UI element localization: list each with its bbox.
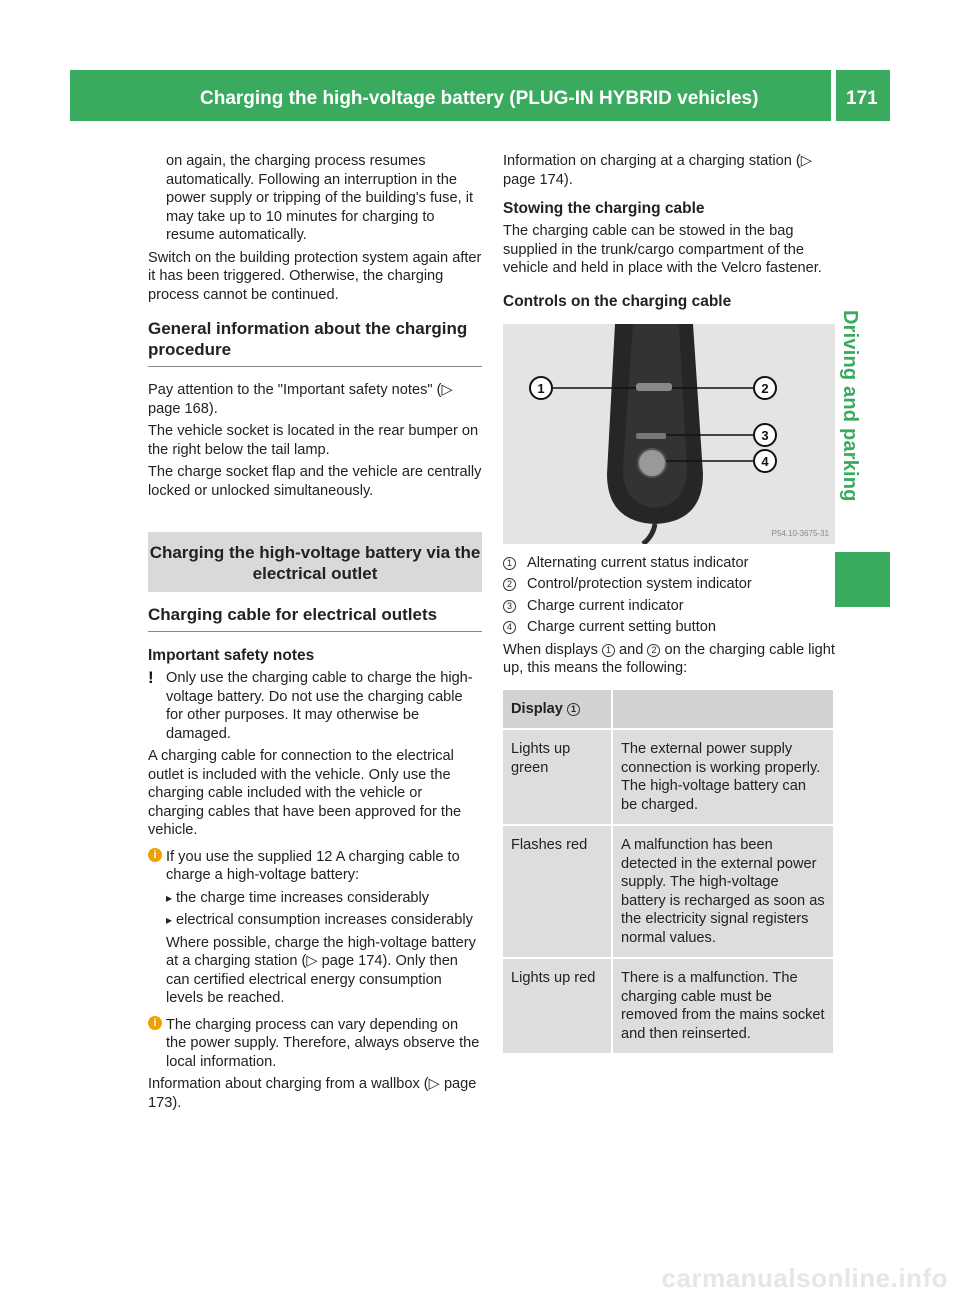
cable-heading: Charging cable for electrical outlets — [148, 604, 482, 632]
table-row — [503, 826, 833, 957]
figure-code: P54.10-3675-31 — [771, 528, 829, 538]
display-table — [501, 688, 835, 1056]
table-cell-display: Flashes red — [503, 826, 611, 957]
legend-text: Charge current setting button — [527, 619, 717, 635]
callout-4 — [754, 450, 776, 472]
socket-paragraph: The vehicle socket is located in the rear bumper on the right below the tail lamp. — [148, 423, 479, 458]
legend-item — [503, 597, 835, 616]
warning-icon: ! — [148, 668, 154, 687]
table-header-empty — [613, 690, 833, 729]
table-cell-display: Lights up green — [503, 730, 611, 824]
safety-heading: Important safety notes — [148, 647, 315, 664]
left-column — [148, 152, 482, 1116]
info-note-1 — [148, 848, 482, 885]
callout-3 — [754, 424, 776, 446]
switch-paragraph: Switch on the building protection system again after it has been triggered. Otherwise, the charging process cannot be continued. — [148, 249, 482, 303]
info-note-2 — [148, 1016, 482, 1072]
table-header-display — [503, 690, 611, 729]
legend-list — [503, 554, 835, 637]
side-tab-label: Driving and parking — [839, 310, 861, 502]
info-icon: i — [148, 1016, 162, 1030]
legend-item — [503, 554, 835, 573]
callout-1 — [530, 377, 552, 399]
general-info-heading: General information about the charging procedure — [148, 318, 482, 367]
table-cell-meaning: There is a malfunction. The charging cable must be removed from the mains socket and then reinserted. — [613, 959, 833, 1053]
warning-text: Only use the charging cable to charge the high-voltage battery. Do not use the charging cable for other purposes. It may otherwise be damaged. — [166, 670, 473, 742]
callout-2-label: 2 — [761, 380, 769, 396]
header-divider — [831, 70, 836, 121]
flap-paragraph: The charge socket flap and the vehicle are centrally locked or unlocked simultaneously. — [148, 464, 482, 499]
inline-number-1: 1 — [602, 644, 615, 657]
callout-1-label: 1 — [537, 380, 545, 396]
when-text-b: on the charging cable light up, this means the following: — [503, 641, 835, 676]
charging-cable-figure — [503, 324, 835, 544]
stowing-heading: Stowing the charging cable — [503, 200, 705, 217]
legend-number: 2 — [503, 578, 516, 591]
when-text-a: When displays — [503, 641, 598, 658]
table-header-row — [503, 690, 833, 729]
callout-4-label: 4 — [761, 453, 769, 469]
watermark: carmanualsonline.info — [661, 1263, 948, 1293]
stowing-paragraph: The charging cable can be stowed in the bag supplied in the trunk/cargo compartment of the vehicle and held in place with the Velcro fastener. — [503, 223, 822, 276]
legend-number: 4 — [503, 621, 516, 634]
table-row — [503, 730, 833, 824]
side-tab — [838, 310, 868, 540]
page-number: 171 — [846, 88, 878, 109]
callout-3-label: 3 — [761, 427, 769, 443]
table-row — [503, 959, 833, 1053]
list-item: ▸ electrical consumption increases considerably — [148, 911, 482, 930]
inline-number-2: 2 — [647, 644, 660, 657]
chapter-marker — [835, 552, 890, 607]
info-1-continuation: Where possible, charge the high-voltage battery at a charging station (▷ page 174). Only then can certified electrical energy consumption levels be reached. — [166, 934, 476, 1006]
section-band-heading: Charging the high-voltage battery via the electrical outlet — [148, 532, 482, 592]
legend-text: Alternating current status indicator — [527, 554, 749, 571]
callout-2 — [754, 377, 776, 399]
cable-included-paragraph: A charging cable for connection to the electrical outlet is included with the vehicle. Only use the charging cable included with the vehicle or charging cables that have been approved for the vehicle. — [148, 748, 462, 838]
legend-number: 3 — [503, 600, 516, 613]
page-header — [70, 70, 890, 121]
header-title: Charging the high-voltage battery (PLUG-IN HYBRID vehicles) — [200, 88, 759, 109]
table-header-label: Display — [511, 700, 563, 717]
table-cell-meaning: The external power supply connection is working properly. The high-voltage battery can be charged. — [613, 730, 833, 824]
list-item: ▸ the charge time increases considerably — [148, 889, 482, 908]
info-2-text: The charging process can vary depending on the power supply. Therefore, always observe the local information. — [166, 1016, 480, 1070]
table-header-number: 1 — [567, 703, 580, 716]
right-column — [503, 152, 835, 1055]
table-cell-meaning: A malfunction has been detected in the external power supply. The high-voltage battery is recharged as soon as the electricity signal registers normal values. — [613, 826, 833, 957]
attention-paragraph: Pay attention to the "Important safety notes" (▷ page 168). — [148, 382, 453, 417]
when-text-and: and — [619, 641, 644, 658]
legend-text: Charge current indicator — [527, 597, 684, 614]
info-1-text: If you use the supplied 12 A charging cable to charge a high-voltage battery: — [166, 848, 460, 883]
info-icon: i — [148, 848, 162, 862]
station-paragraph: Information on charging at a charging station (▷ page 174). — [503, 153, 812, 188]
legend-item — [503, 618, 835, 637]
table-cell-display: Lights up red — [503, 959, 611, 1053]
wallbox-paragraph: Information about charging from a wallbox (▷ page 173). — [148, 1076, 477, 1111]
when-displays-paragraph — [503, 641, 835, 678]
legend-text: Control/protection system indicator — [527, 576, 752, 592]
controls-heading: Controls on the charging cable — [503, 292, 732, 310]
charging-cable-illustration — [503, 324, 835, 544]
legend-item — [503, 575, 835, 594]
legend-number: 1 — [503, 557, 516, 570]
intro-paragraph: on again, the charging process resumes automatically. Following an interruption in the power supply or tripping of the building's fuse, it may take up to 10 minutes for charging to resume automatically. — [166, 153, 473, 243]
warning-note — [148, 669, 482, 743]
